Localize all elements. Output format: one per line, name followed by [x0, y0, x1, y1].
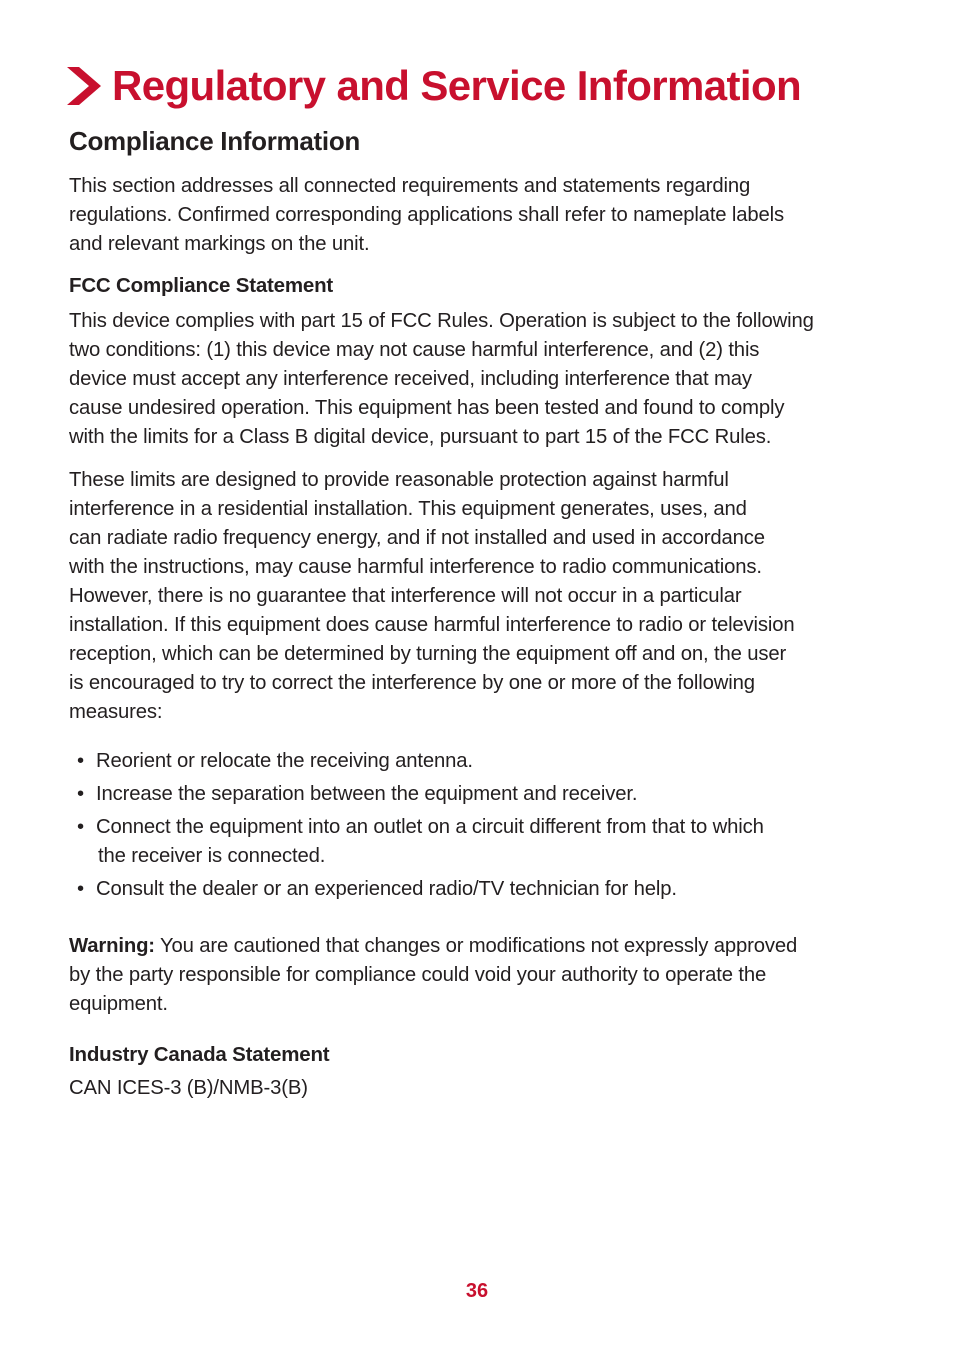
- list-item-text: Reorient or relocate the receiving antenna.: [96, 750, 473, 772]
- section-heading-compliance: Compliance Information: [69, 126, 360, 156]
- paragraph-line: equipment.: [69, 993, 168, 1015]
- paragraph-line: This device complies with part 15 of FCC Rules. Operation is subject to the following: [69, 310, 814, 332]
- industry-canada-text: [69, 1074, 887, 1103]
- paragraph-line: is encouraged to try to correct the interference by one or more of the following: [69, 672, 755, 694]
- bullet-icon: •: [77, 750, 84, 772]
- page-title: Regulatory and Service Information: [112, 62, 802, 109]
- warning-line: [69, 932, 887, 961]
- paragraph-line: regulations. Confirmed corresponding applications shall refer to nameplate labels: [69, 204, 785, 226]
- list-item: [77, 875, 887, 904]
- page-title-row: [67, 62, 801, 110]
- paragraph-line: interference in a residential installation. This equipment generates, uses, and: [69, 498, 747, 520]
- paragraph-line: reception, which can be determined by turning the equipment off and on, the user: [69, 643, 787, 665]
- warning-paragraph: [69, 932, 887, 1019]
- paragraph-line: by the party responsible for compliance could void your authority to operate the: [69, 964, 767, 986]
- paragraph-line: However, there is no guarantee that interference will not occur in a particular: [69, 585, 742, 607]
- paragraph-line: CAN ICES-3 (B)/NMB-3(B): [69, 1077, 308, 1099]
- paragraph-line: and relevant markings on the unit.: [69, 233, 370, 255]
- page-number: 36: [465, 1280, 489, 1302]
- list-item: [77, 813, 887, 871]
- list-item-text: Connect the equipment into an outlet on a circuit different from that to which: [96, 816, 764, 838]
- fcc-paragraph-1: [69, 307, 887, 452]
- paragraph-line: cause undesired operation. This equipment has been tested and found to comply: [69, 397, 785, 419]
- list-item: [77, 747, 887, 776]
- paragraph-line: installation. If this equipment does cause harmful interference to radio or television: [69, 614, 795, 636]
- fcc-paragraph-2: [69, 466, 887, 727]
- bullet-icon: •: [77, 783, 84, 805]
- list-item-text: Consult the dealer or an experienced radio/TV technician for help.: [96, 878, 677, 900]
- paragraph-line: with the limits for a Class B digital device, pursuant to part 15 of the FCC Rules.: [69, 426, 772, 448]
- chevron-right-icon: [67, 67, 101, 105]
- measures-bullet-list: [77, 747, 887, 908]
- bullet-icon: •: [77, 816, 84, 838]
- compliance-intro-paragraph: [69, 172, 887, 259]
- paragraph-line: with the instructions, may cause harmful interference to radio communications.: [69, 556, 762, 578]
- bullet-icon: •: [77, 878, 84, 900]
- paragraph-line: These limits are designed to provide reasonable protection against harmful: [69, 469, 729, 491]
- subheading-industry-canada: Industry Canada Statement: [69, 1043, 330, 1066]
- paragraph-line: can radiate radio frequency energy, and if not installed and used in accordance: [69, 527, 765, 549]
- paragraph-line: measures:: [69, 701, 163, 723]
- list-item: [77, 780, 887, 809]
- warning-label: Warning:: [69, 935, 155, 957]
- paragraph-line: two conditions: (1) this device may not cause harmful interference, and (2) this: [69, 339, 760, 361]
- paragraph-line: device must accept any interference received, including interference that may: [69, 368, 752, 390]
- list-item-text: the receiver is connected.: [98, 845, 326, 867]
- subheading-fcc: FCC Compliance Statement: [69, 274, 334, 297]
- paragraph-line: This section addresses all connected requirements and statements regarding: [69, 175, 751, 197]
- warning-text: You are cautioned that changes or modifications not expressly approved: [154, 935, 798, 957]
- list-item-text: Increase the separation between the equipment and receiver.: [96, 783, 638, 805]
